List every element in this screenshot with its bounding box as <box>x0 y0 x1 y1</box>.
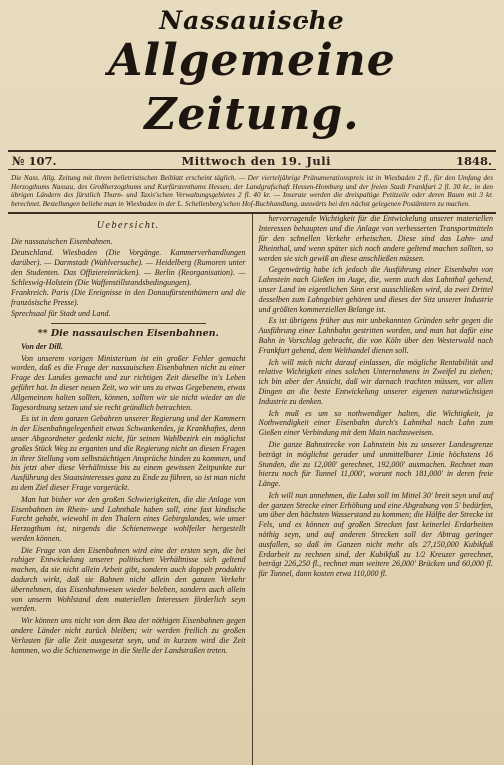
masthead <box>8 6 496 142</box>
toc-item: Sprechsaal für Stadt und Land. <box>11 308 111 318</box>
article-paragraph: Gegenwärtig habe ich jedoch die Ausführung einer Eisenbahn von Lahnstein nach Gießen im Auge, die, wenn auch das Lahnthal gehend, unser Land im eigentlichen Sinn erst ausschließen wird, da zwei Drittel desselben zum Lahngebiet gehören und dieses der Sitz unserer Industrie und größten kommerziellen Belange ist. <box>258 265 493 314</box>
issue-date: Mittwoch den 19. Juli <box>181 154 331 168</box>
toc-item: Frankreich. Paris (Die Ereignisse in den Donaufürstenthümern und die französische Presse). <box>11 288 246 308</box>
article-paragraph: Ich muß es um so nothwendiger halten, die Wichtigkeit, ja Nothwendigkeit einer Eisenbahn durch's Lahnthal nach Lahn zum Gießen einer Verbindung mit dem Main nachzuweisen. <box>258 408 493 438</box>
article-paragraph: Wir können uns nicht von dem Bau der nöthigen Eisenbahnen gegen andere Länder nicht zurück bleiben; wir werden freilich zu großen Verlusten für alle Zeit ausgesetzt seyn, und in kurzem wird die Zeit kommen, wo die Schienenwege in die Stelle der Landstraßen treten. <box>11 616 246 655</box>
toc-title: Uebersicht. <box>96 220 160 232</box>
issue-year: 1848. <box>455 154 492 168</box>
section-divider <box>51 323 206 324</box>
article-paragraph: Ich will nun annehmen, die Lahn soll im Mittel 30' breit seyn und auf der ganzen Strecke einer Erhöhung und eine Abgrabung von 5' bedürfen, um über den höchsten Wasserstand zu kommen; die Hälfte der Strecke ist Fels, und es können auf großen Strecken fast keinerlei Erdarbeiten nöthig seyn, und auf anderen Strecken soll der Abtrag geringer ausfallen, so daß im Ganzen nicht mehr als 27,150,000 Kubikfuß Erdarbeit zu rechnen sind, der Kubikfuß zu 1/2 Kreuzer gerechnet, beträgt 226,250 fl., rechnet man weitere 26,000' Brücken und 60,000 fl. für Tunnel, dann kosten etwa 110,000 fl. <box>258 490 493 579</box>
toc-item: Deutschland. Wiesbaden (Die Vorgänge. Kammerverhandlungen darüber). — Darmstadt (Wahlversuche). — Heidelberg (Rumoren unter den Studenten. Das Offiziereinrücken). — Berlin (Reorganisation). — Schleswig-Holstein (Die Waffenstillstandsbedingungen). <box>11 248 246 287</box>
column-right <box>255 214 496 765</box>
dateline <box>8 150 496 170</box>
column-rule <box>252 214 253 765</box>
article-columns <box>8 214 496 765</box>
masthead-line1: Nassauische <box>159 6 345 35</box>
masthead-line2: Allgemeine Zeitung. <box>108 35 396 140</box>
table-of-contents <box>11 237 246 318</box>
column-left <box>8 214 249 765</box>
article-paragraph: Die Frage von den Eisenbahnen wird eine der ersten seyn, die bei ruhiger Entwickelung unserer politischen Verhältnisse sich geltend machen, da sie nicht allein Arbeit gibt, sondern auch doppelt produktiv dadurch wirkt, daß sie Bahnen nicht allein den ganzen Verkehr übernehmen, das Eisenbahnwesen wieder beleben, sondern auch allein von unserm Wohlstand dem materiellen Interessen förderlich seyn werden. <box>11 545 246 614</box>
article-paragraph: Es ist übrigens früher aus mir unbekannten Gründen sehr gegen die Ausführung einer Lahnbahn gestritten worden, und man hat dafür eine Bahn in Vorschlag gebracht, die von Köln über den Westerwald nach Frankfurt gehend, dem Welthandel dienen soll. <box>258 316 493 355</box>
article-paragraph: Von unserem vorigen Ministerium ist ein großer Fehler gemacht worden, daß es die Frage der nassauischen Eisenbahnen nicht zu einer Frage des Landes gemacht und zur richtigen Zeit dieselbe in's Leben geführt hat. In dieser neuen Zeit, wo wir uns zu etwas Gegebenem, etwas Allgemeinem halten sollten, können, sollten wir sie nicht wieder an die Tagesordnung setzen und sie recht gründlich betrachten. <box>11 353 246 412</box>
toc-item: Die nassauischen Eisenbahnen. <box>11 237 113 247</box>
article-paragraph: hervorragende Wichtigkeit für die Entwickelung unserer materiellen Interessen behaupten und die Anlage von verbesserten Transportmitteln für den schnellen Verkehr erheischen. Diese sind das Lahn- und Rheinthal, und wenn später sich noch andere geltend machen sollten, so werden sie sich gewiß an diese anschließen müssen. <box>258 214 493 263</box>
article-paragraph: Die ganze Bahnstrecke von Lahnstein bis zu unserer Landesgrenze beträgt in möglichst gerader und unmittelbarer Linie höchstens 16 Stunden, die zu 12,000' gerechnet, 192,000' ausmachen. Rechnet man hierzu noch für Tunnel 11,000', worunt noch 181,000' in deren freie Länge. <box>258 439 493 489</box>
article-title: ** Die nassauischen Eisenbahnen. <box>37 327 219 339</box>
article-paragraph: Ich will mich nicht darauf einlassen, die mögliche Rentabilität und relative Wichtigkeit eines solchen Unternehmens in Zweifel zu ziehen; ich bin aber der Ansicht, daß wir darnach trachten müssen, vor allen Dingen an die beste Entwickelung unserer eigenen naturwüchsigen Industrie zu denken. <box>258 357 493 406</box>
article-dateline: Von der Dill. <box>21 341 64 351</box>
issue-number: № 107. <box>12 154 57 168</box>
subscription-notice: Die Nass. Allg. Zeitung mit ihrem belletristischen Beiblatt erscheint täglich. — Der vierteljährige Pränumerationspreis ist in Wiesbaden 2 fl., für den Umfang des Herzogthums Nassau, des Großherzogthums und Kurfürstenthums Hessen, der Landgrafschaft Hessen-Homburg und der freien Stadt Frankfurt 2 fl. 30 kr., in den übrigen Ländern des fürstlich Thurn- und Taxis'schen Verwaltungsgebietes 2 fl. 40 kr. — Inserate werden die dreispaltige Petitzeile oder deren Raum mit 3 kr. berechnet. Bestellungen beliebe man in Wiesbaden in der L. Schellenberg'schen Hof-Buchhandlung, auswärts bei den nächst gelegenen Postämtern zu machen. <box>8 170 496 214</box>
article-paragraph: Es ist in dem ganzen Gebahren unserer Regierung und der Kammern in der Eisenbahngelegenheit etwas Schwankendes, ja Krankhaftes, denn unser Abgeordneter gedenkt nicht, für seinen Wahlbezirk ein möglichst großes Stück Weg zu erganten und die Regierung nicht an diesen Fragen in ihrer Stellung vom selbstsüchtigen Ansprüche binden zu kommen, und bis jetzt aber diese Verhältnisse bis zu einem gewissen Zeitpunkte zur Ausführung des Staatsinteresses ganz zu Ende zu führen, so ist man nicht zu dem Ziel dieser Frage vorgerückt. <box>11 414 246 492</box>
article-paragraph: Man hat bisher vor den großen Schwierigkeiten, die die Anlage von Eisenbahnen im Rhein- und Lahnthale haben soll, eine fast kindische Furcht gehabt, wiewohl in den Thalern eines Gebirgslandes, wie unser Herzogthum ist, nirgends die Schienenwege wohlfeiler hergestellt werden können. <box>11 494 246 543</box>
